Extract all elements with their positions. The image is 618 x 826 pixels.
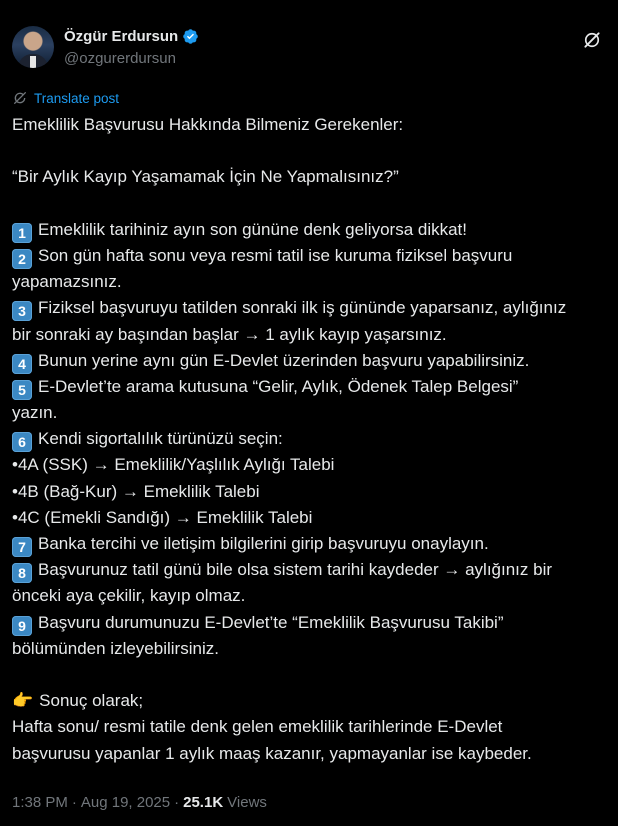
meta-separator: · (71, 794, 77, 811)
post-line-text: Bunun yerine aynı gün E-Devlet üzerinden başvuru yapabilirsiniz. (38, 350, 530, 370)
keycap-2-icon: 2 (12, 249, 32, 269)
keycap-9-icon: 9 (12, 616, 32, 636)
grok-icon[interactable] (582, 30, 602, 50)
post-line (12, 688, 618, 714)
post-line-text: Sonuç olarak; (39, 691, 144, 711)
pointing-hand-icon: 👉 (12, 691, 34, 711)
post-line (12, 243, 618, 269)
post-text (12, 112, 618, 767)
keycap-4-icon: 4 (12, 354, 32, 374)
post-line-text: Başvurunuz tatil günü bile olsa sistem tarihi kaydeder → aylığınız bir (38, 560, 553, 580)
keycap-3-icon: 3 (12, 301, 32, 321)
post-line (12, 741, 618, 767)
keycap-7-icon: 7 (12, 537, 32, 557)
post-line (12, 583, 618, 609)
keycap-5-icon: 5 (12, 380, 32, 400)
keycap-6-icon: 6 (12, 432, 32, 452)
post-line (12, 269, 618, 295)
post-line-text: yazın. (12, 403, 58, 423)
post-line (12, 479, 618, 505)
keycap-1-icon: 1 (12, 223, 32, 243)
post-line (12, 505, 618, 531)
post-line (12, 112, 618, 138)
author-name[interactable]: Özgür Erdursun (64, 28, 179, 45)
post-line (12, 557, 618, 583)
post-meta (12, 794, 267, 811)
post-date[interactable]: Aug 19, 2025 (80, 794, 171, 811)
post-line-text: Fiziksel başvuruyu tatilden sonraki ilk iş gününde yaparsanız, aylığınız (38, 298, 567, 318)
post-line-text: yapamazsınız. (12, 272, 122, 292)
author-handle[interactable]: @ozgurerdursun (64, 50, 176, 67)
post-line (12, 636, 618, 662)
post-line-text: Kendi sigortalılık türünüzü seçin: (38, 429, 283, 449)
post-line-text: “Bir Aylık Kayıp Yaşamamak İçin Ne Yapmalısınız?” (12, 167, 399, 187)
post-line-text: Başvuru durumunuzu E-Devlet’te “Emeklilik Başvurusu Takibi” (38, 612, 504, 632)
author-name-row[interactable] (64, 28, 199, 45)
post-line (12, 452, 618, 478)
post-line-text: bir sonraki ay başından başlar → 1 aylık kayıp yaşarsınız. (12, 324, 447, 344)
post-line-text: bölümünden izleyebilirsiniz. (12, 638, 219, 658)
post-line-text: Hafta sonu/ resmi tatile denk gelen emeklilik tarihlerinde E-Devlet (12, 717, 503, 737)
post-line (12, 348, 618, 374)
post-line (12, 374, 618, 400)
post-line (12, 610, 618, 636)
post-line (12, 714, 618, 740)
translate-icon (12, 90, 28, 106)
post-line-text: Emeklilik Başvurusu Hakkında Bilmeniz Gerekenler: (12, 115, 404, 134)
meta-separator: · (174, 794, 180, 811)
keycap-8-icon: 8 (12, 563, 32, 583)
post-line (12, 531, 618, 557)
post-line-text: E-Devlet’te arama kutusuna “Gelir, Aylık, Ödenek Talep Belgesi” (38, 376, 519, 396)
post-line-text: Emeklilik tarihiniz ayın son gününe denk geliyorsa dikkat! (38, 219, 468, 239)
post-line-text: •4A (SSK) → Emeklilik/Yaşlılık Aylığı Talebi (12, 455, 335, 475)
post-line-text: Banka tercihi ve iletişim bilgilerini girip başvuruyu onaylayın. (38, 534, 489, 553)
avatar[interactable] (12, 26, 54, 68)
post-line (12, 191, 618, 217)
views-count: 25.1K (183, 794, 224, 811)
post-line (12, 400, 618, 426)
post-line (12, 662, 618, 688)
post-line (12, 295, 618, 321)
post-line-text: •4C (Emekli Sandığı) → Emeklilik Talebi (12, 507, 313, 527)
post-line-text: Son gün hafta sonu veya resmi tatil ise kuruma fiziksel başvuru (38, 245, 513, 265)
post-time[interactable]: 1:38 PM (12, 794, 68, 811)
post-line (12, 322, 618, 348)
views-label: Views (227, 794, 267, 811)
post-line-text: •4B (Bağ-Kur) → Emeklilik Talebi (12, 481, 260, 501)
post-line-text: başvurusu yapanlar 1 aylık maaş kazanır, yapmayanlar ise kaybeder. (12, 743, 532, 763)
post-line (12, 164, 618, 190)
translate-post-link[interactable] (12, 90, 119, 106)
post-line-text: önceki aya çekilir, kayıp olmaz. (12, 586, 246, 606)
post-line (12, 217, 618, 243)
post-header (12, 22, 606, 70)
post-line (12, 138, 618, 164)
verified-badge-icon (182, 28, 199, 45)
translate-label[interactable]: Translate post (34, 90, 120, 106)
post-line (12, 426, 618, 452)
